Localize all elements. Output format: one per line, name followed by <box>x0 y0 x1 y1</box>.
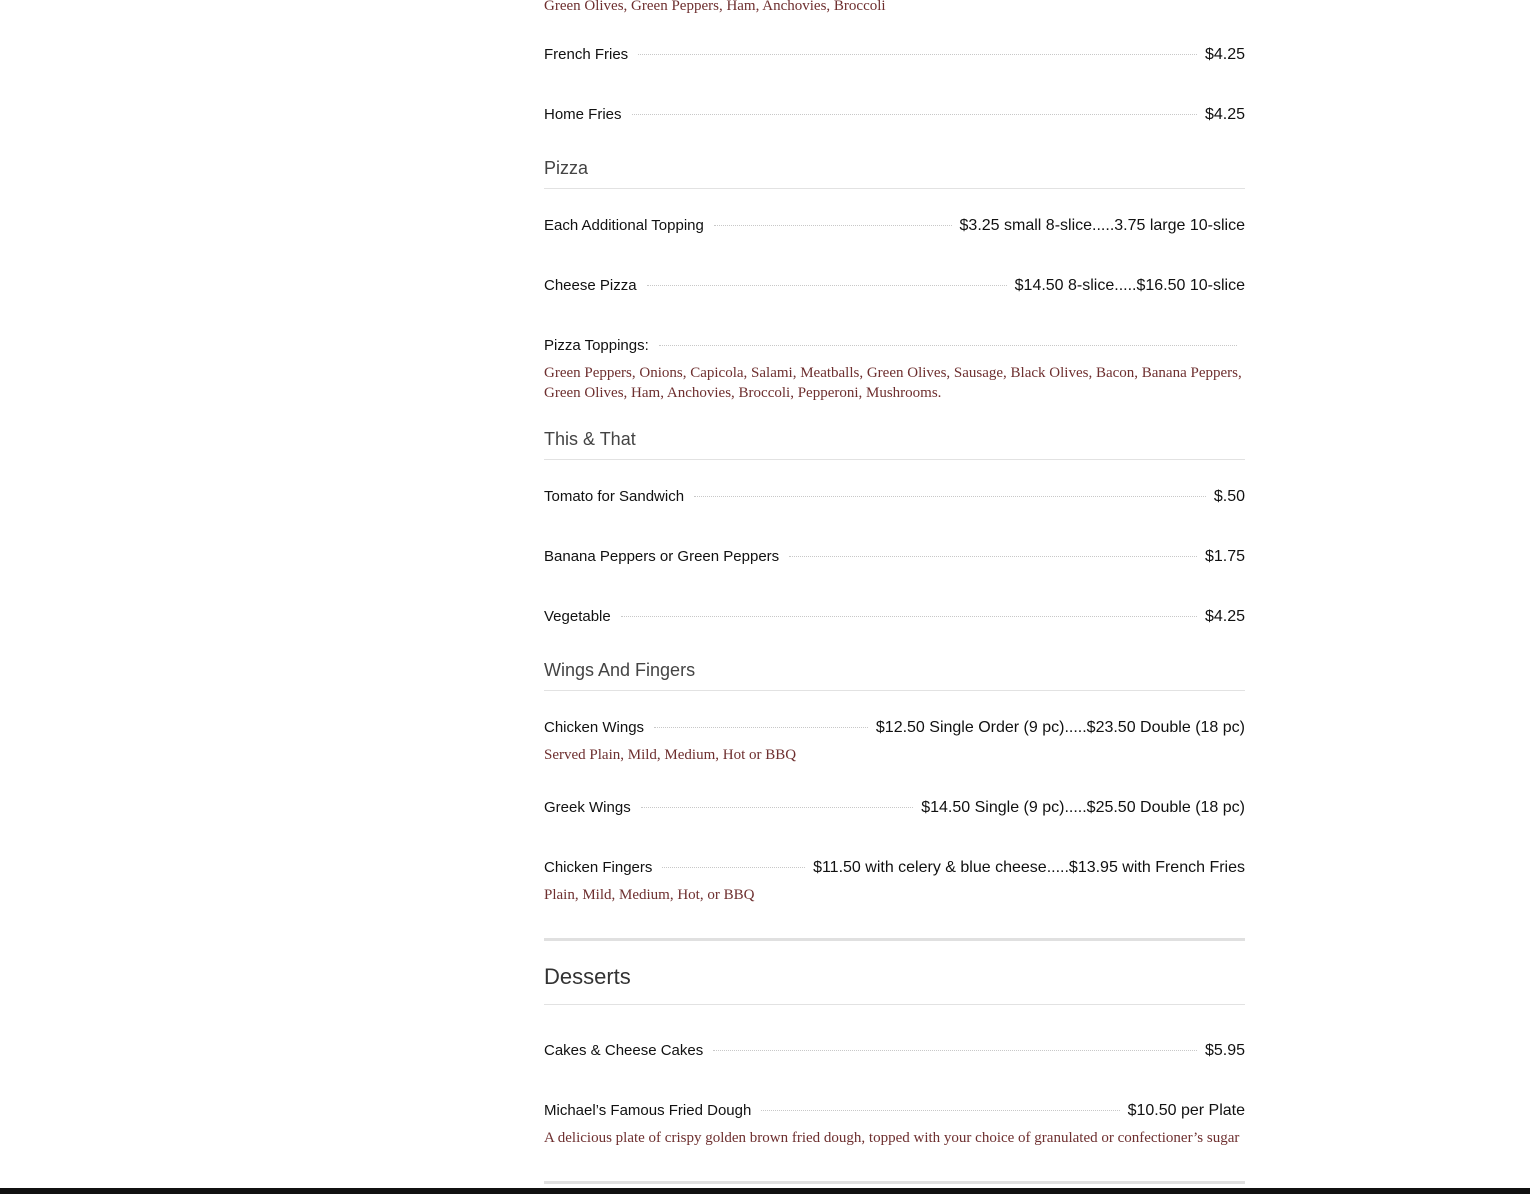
dotted-leader <box>662 867 805 868</box>
item-name: Greek Wings <box>544 799 631 816</box>
item-price: $5.95 <box>1204 1042 1245 1059</box>
item-price: $.50 <box>1213 488 1245 505</box>
footer-bar <box>0 1188 1530 1194</box>
dotted-leader <box>713 1050 1197 1051</box>
item-name: Cheese Pizza <box>544 277 637 294</box>
menu-item-french-fries <box>544 40 1245 70</box>
item-name: Tomato for Sandwich <box>544 488 685 505</box>
item-name: Home Fries <box>544 106 622 123</box>
menu-item-pizza-toppings <box>544 331 1245 401</box>
dotted-leader <box>714 225 952 226</box>
item-name: Pizza Toppings: <box>544 337 649 354</box>
dotted-leader <box>654 727 868 728</box>
item-price: $3.25 small 8-slice.....3.75 large 10-slice <box>959 217 1245 234</box>
section-title-this-and-that: This & That <box>544 429 1245 460</box>
item-price: $10.50 per Plate <box>1127 1102 1245 1119</box>
item-price: $14.50 8-slice.....$16.50 10-slice <box>1014 277 1245 294</box>
menu-item-fried-dough <box>544 1096 1245 1146</box>
dotted-leader <box>632 114 1197 115</box>
item-description: Green Olives, Green Peppers, Ham, Anchovies, Broccoli <box>544 0 886 14</box>
section-title-wings-and-fingers: Wings And Fingers <box>544 660 1245 691</box>
item-description: A delicious plate of crispy golden brown fried dough, topped with your choice of granulated or confectioner’s sugar <box>544 1130 1240 1146</box>
menu-item-greek-wings <box>544 793 1245 823</box>
item-description: Plain, Mild, Medium, Hot, or BBQ <box>544 887 755 903</box>
menu-item-cakes <box>544 1036 1245 1066</box>
item-name: French Fries <box>544 46 629 63</box>
category-divider <box>544 938 1245 941</box>
category-title-desserts: Desserts <box>544 964 1245 1005</box>
dotted-leader <box>694 496 1206 497</box>
menu-item-chicken-wings <box>544 713 1245 763</box>
section-title-pizza: Pizza <box>544 158 1245 189</box>
item-description: Served Plain, Mild, Medium, Hot or BBQ <box>544 747 797 763</box>
menu-item-chicken-fingers <box>544 853 1245 903</box>
item-price: $11.50 with celery & blue cheese.....$13.95 with French Fries <box>813 859 1245 876</box>
item-name: Banana Peppers or Green Peppers <box>544 548 780 565</box>
menu-item-each-additional-topping <box>544 211 1245 241</box>
item-name: Vegetable <box>544 608 611 625</box>
item-description: Green Peppers, Onions, Capicola, Salami, Meatballs, Green Olives, Sausage, Black Olives, Bacon, Banana Peppers, Green Olives, Ham, Anchovies, Broccoli, Pepperoni, Mushrooms. <box>544 365 1242 401</box>
menu-item-vegetable <box>544 602 1245 632</box>
category-divider <box>544 1181 1245 1184</box>
item-price: $14.50 Single (9 pc).....$25.50 Double (18 pc) <box>921 799 1245 816</box>
item-name: Each Additional Topping <box>544 217 704 234</box>
item-price: $1.75 <box>1204 548 1245 565</box>
item-price: $12.50 Single Order (9 pc).....$23.50 Double (18 pc) <box>875 719 1245 736</box>
menu-item-banana-peppers <box>544 542 1245 572</box>
dotted-leader <box>621 616 1197 617</box>
item-name: Chicken Wings <box>544 719 645 736</box>
dotted-leader <box>647 285 1007 286</box>
dotted-leader <box>659 345 1237 346</box>
dotted-leader <box>761 1110 1119 1111</box>
item-price: $4.25 <box>1204 608 1245 625</box>
menu-item-cheese-pizza <box>544 271 1245 301</box>
dotted-leader <box>638 54 1197 55</box>
dotted-leader <box>789 556 1197 557</box>
dotted-leader <box>641 807 914 808</box>
menu-item-home-fries <box>544 100 1245 130</box>
item-name: Cakes & Cheese Cakes <box>544 1042 704 1059</box>
item-name: Chicken Fingers <box>544 859 653 876</box>
item-name: Michael’s Famous Fried Dough <box>544 1102 752 1119</box>
menu-item-tomato-for-sandwich <box>544 482 1245 512</box>
item-price: $4.25 <box>1204 106 1245 123</box>
item-price: $4.25 <box>1204 46 1245 63</box>
